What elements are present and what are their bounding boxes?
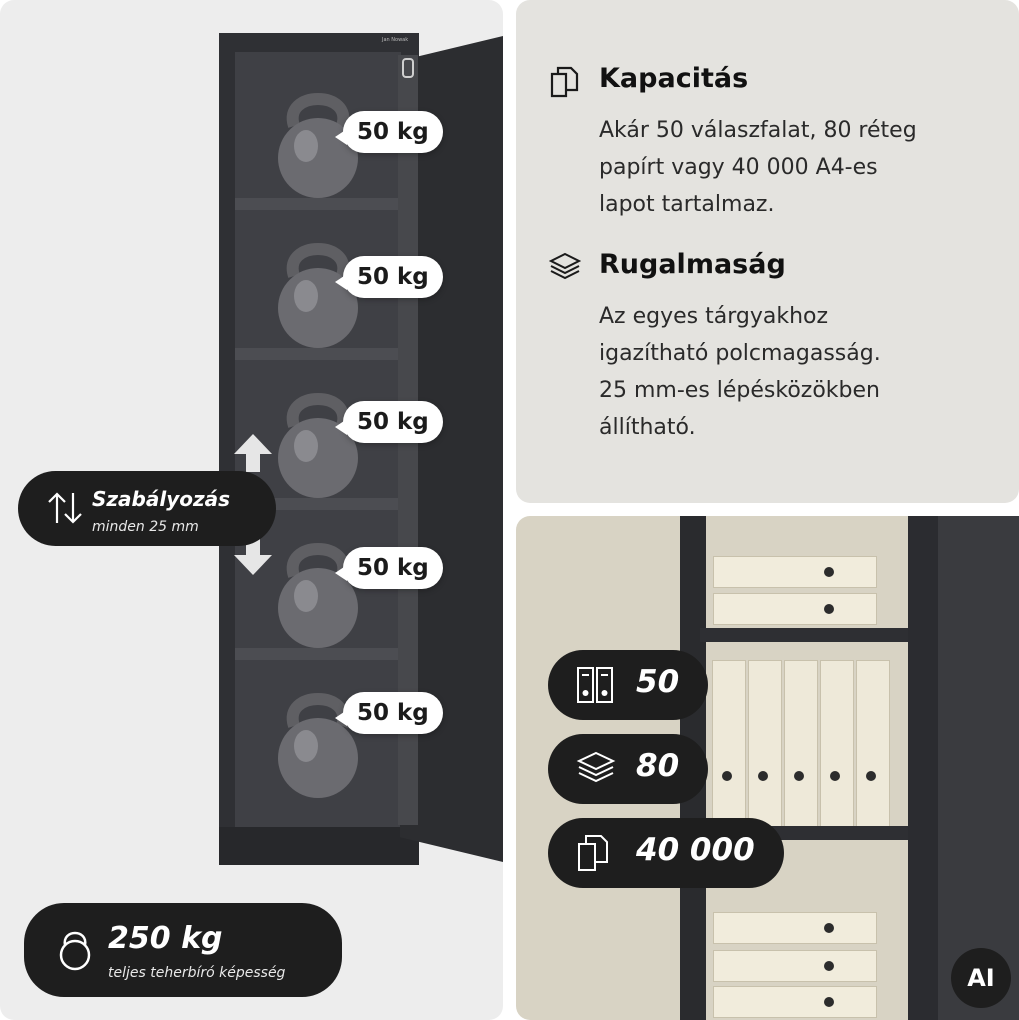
documents-icon bbox=[549, 66, 579, 98]
binder-count-badge bbox=[548, 650, 708, 720]
total-load-subtitle: teljes teherbíró képesség bbox=[108, 965, 286, 981]
feature-line: Az egyes tárgyakhoz bbox=[599, 304, 829, 329]
binder-count-value: 50 bbox=[636, 664, 680, 700]
paper-count-badge bbox=[548, 734, 708, 804]
feature-description bbox=[599, 298, 999, 446]
binder bbox=[712, 660, 746, 827]
adjustment-title: Szabályozás bbox=[92, 487, 231, 511]
sheet-count-value: 40 000 bbox=[636, 832, 755, 868]
kettlebell-image bbox=[272, 380, 364, 500]
feature-line: állítható. bbox=[599, 415, 696, 440]
archive-box bbox=[713, 950, 877, 982]
feature-line: igazítható polcmagasság. bbox=[599, 341, 881, 366]
feature-line: lapot tartalmaz. bbox=[599, 192, 775, 217]
up-down-arrows-icon bbox=[46, 489, 84, 527]
feature-title: Kapacitás bbox=[599, 63, 749, 94]
layers-icon bbox=[549, 252, 581, 280]
binder bbox=[748, 660, 782, 827]
binders-icon bbox=[576, 666, 614, 704]
binder bbox=[784, 660, 818, 827]
ai-badge: AI bbox=[951, 948, 1011, 1008]
cabinet-plinth bbox=[219, 827, 419, 865]
feature-title: Rugalmaság bbox=[599, 249, 786, 280]
feature-line: Akár 50 válaszfalat, 80 réteg bbox=[599, 118, 917, 143]
feature-line: papírt vagy 40 000 A4-es bbox=[599, 155, 878, 180]
kettlebell-icon bbox=[56, 927, 94, 971]
feature-description bbox=[599, 112, 999, 223]
sheet-count-badge bbox=[548, 818, 784, 888]
archive-box bbox=[713, 556, 877, 588]
binder bbox=[820, 660, 854, 827]
shelf-load-label: 50 kg bbox=[343, 111, 443, 153]
paper-stack-icon bbox=[576, 750, 616, 786]
feature-line: 25 mm-es lépésközökben bbox=[599, 378, 880, 403]
shelf-load-label: 50 kg bbox=[343, 256, 443, 298]
archive-box bbox=[713, 986, 877, 1018]
paper-count-value: 80 bbox=[636, 748, 680, 784]
sheets-icon bbox=[576, 834, 610, 872]
adjustment-subtitle: minden 25 mm bbox=[92, 519, 199, 535]
shelf-load-label: 50 kg bbox=[343, 547, 443, 589]
adjustment-badge bbox=[18, 471, 276, 546]
shelf-load-label: 50 kg bbox=[343, 401, 443, 443]
archive-box bbox=[713, 593, 877, 625]
kettlebell-image bbox=[272, 530, 364, 650]
total-load-badge bbox=[24, 903, 342, 997]
brand-label: Jan Nowak bbox=[382, 37, 409, 43]
archive-box bbox=[713, 912, 877, 944]
door-edge bbox=[908, 516, 938, 1020]
shelf-load-label: 50 kg bbox=[343, 692, 443, 734]
total-load-value: 250 kg bbox=[108, 921, 223, 956]
binder bbox=[856, 660, 890, 827]
shelf bbox=[700, 628, 910, 642]
lock-icon bbox=[402, 58, 414, 78]
